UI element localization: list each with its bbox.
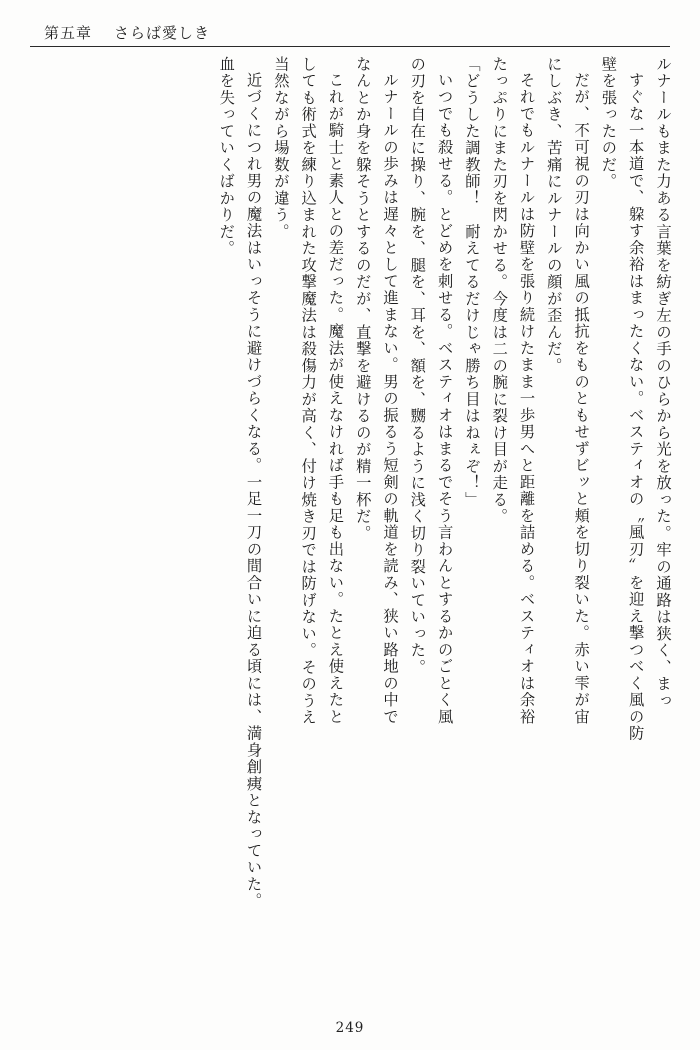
text-column: にしぶき、苦痛にルナールの顔が歪んだ。 — [544, 56, 563, 375]
text-column: 当然ながら場数が違う。 — [271, 56, 290, 241]
text-column: これが騎士と素人との差だった。魔法が使えなければ手も足も出ない。たとえ使えたと — [326, 72, 345, 726]
vertical-text-body — [34, 56, 670, 1008]
text-column: だが、不可視の刃は向かい風の抵抗をものともせずビッと頬を切り裂いた。赤い雫が宙 — [572, 72, 591, 726]
text-column: 「どうした調教師！ 耐えてるだけじゃ勝ち目はねぇぞ！」 — [462, 56, 481, 509]
text-column: すぐな一本道で、躱す余裕はまったくない。ベスティオの〝風刃〟を迎え撃つべく風の防 — [626, 72, 645, 742]
text-column: 近づくにつれ男の魔法はいっそうに避けづらくなる。一足一刀の間合いに迫る頃には、満身創痍となっていた。 — [244, 72, 263, 910]
text-column: 壁を張ったのだ。 — [599, 56, 618, 190]
chapter-title: さらば愛しき — [114, 23, 211, 42]
text-column: しても術式を練り込まれた攻撃魔法は殺傷力が高く、付け焼き刃では防げない。そのうえ — [299, 56, 318, 726]
text-column: ルナールもまた力ある言葉を紡ぎ左の手のひらから光を放った。牢の通路は狭く、まっ — [654, 56, 672, 710]
page-number: 249 — [335, 1020, 365, 1036]
header-divider — [30, 46, 670, 47]
text-column: それでもルナールは防壁を張り続けたまま一歩男へと距離を詰める。ベスティオは余裕 — [517, 72, 536, 726]
text-column: なんとか身を躱そうとするのだが、直撃を避けるのが精一杯だ。 — [353, 56, 372, 542]
chapter-number: 第五章 — [44, 23, 93, 42]
text-column: いつでも殺せる。とどめを刺せる。ベスティオはまるでそう言わんとするかのごとく風 — [435, 72, 454, 726]
text-column: 血を失っていくばかりだ。 — [217, 56, 236, 257]
text-column: の刃を自在に操り、腕を、腿を、耳を、額を、嬲るように浅く切り裂いていった。 — [408, 56, 427, 676]
text-column: たっぷりにまた刃を閃かせる。今度は二の腕に裂け目が走る。 — [490, 56, 509, 525]
page-header — [44, 18, 656, 46]
text-column: ルナールの歩みは遅々として進まない。男の振るう短剣の軌道を読み、狭い路地の中で — [381, 72, 400, 726]
